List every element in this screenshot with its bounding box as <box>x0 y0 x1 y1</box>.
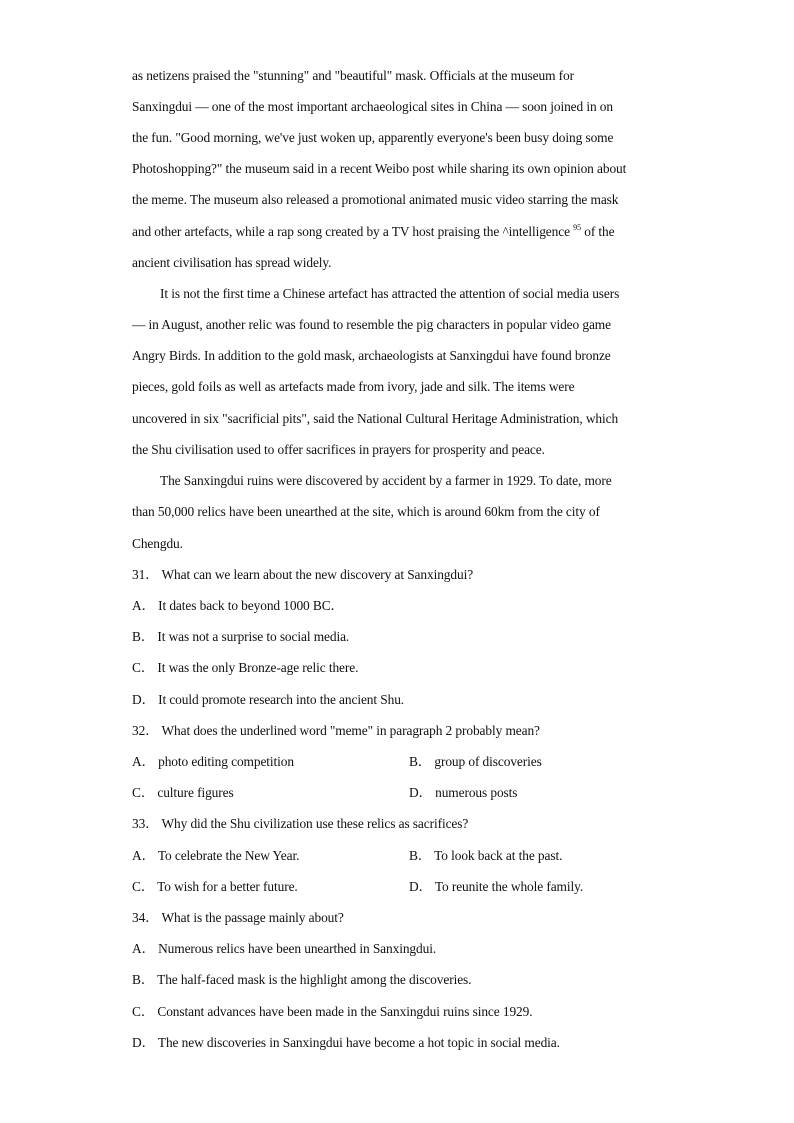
paragraph-1-line: Sanxingdui — one of the most important archaeological sites in China — soon joined in on <box>132 99 613 114</box>
question-34-option-d[interactable]: D． The new discoveries in Sanxingdui have become a hot topic in social media. <box>132 1035 560 1050</box>
question-32-option-b[interactable]: B． group of discoveries <box>409 754 542 769</box>
paragraph-2-line: pieces, gold foils as well as artefacts made from ivory, jade and silk. The items were <box>132 379 575 394</box>
question-32-option-d[interactable]: D． numerous posts <box>409 785 518 800</box>
paragraph-2-line: Angry Birds. In addition to the gold mask, archaeologists at Sanxingdui have found bronze <box>132 348 611 363</box>
question-33-option-c[interactable]: C． To wish for a better future. <box>132 879 298 894</box>
question-34-stem: 34． What is the passage mainly about? <box>132 910 344 925</box>
question-34-option-b[interactable]: B． The half-faced mask is the highlight among the discoveries. <box>132 972 472 987</box>
question-34-option-a[interactable]: A． Numerous relics have been unearthed in Sanxingdui. <box>132 941 437 956</box>
question-34-option-c[interactable]: C． Constant advances have been made in the Sanxingdui ruins since 1929. <box>132 1004 533 1019</box>
paragraph-1-line-tail: of the <box>580 224 615 239</box>
paragraph-1-line: Photoshopping?" the museum said in a recent Weibo post while sharing its own opinion about <box>132 161 627 176</box>
paragraph-2-line: the Shu civilisation used to offer sacrifices in prayers for prosperity and peace. <box>132 442 545 457</box>
question-33-option-d[interactable]: D． To reunite the whole family. <box>409 879 584 894</box>
paragraph-3-line: Chengdu. <box>132 536 183 551</box>
footnote-marker: 95 <box>573 223 581 232</box>
paragraph-2-line: uncovered in six "sacrificial pits", said the National Cultural Heritage Administration, which <box>132 411 619 426</box>
question-31-stem: 31． What can we learn about the new discovery at Sanxingdui? <box>132 567 474 582</box>
question-31-option-c[interactable]: C． It was the only Bronze-age relic there. <box>132 660 359 675</box>
question-32-option-c[interactable]: C． culture figures <box>132 785 234 800</box>
paragraph-3-line: The Sanxingdui ruins were discovered by accident by a farmer in 1929. To date, more <box>160 473 612 488</box>
paragraph-1-line-text: and other artefacts, while a rap song created by a TV host praising the ^intelligence <box>132 224 570 239</box>
question-33-option-a[interactable]: A． To celebrate the New Year. <box>132 848 300 863</box>
question-31-option-a[interactable]: A． It dates back to beyond 1000 BC． <box>132 598 344 613</box>
question-33-stem: 33． Why did the Shu civilization use these relics as sacrifices? <box>132 816 469 831</box>
paragraph-3-line: than 50,000 relics have been unearthed at the site, which is around 60km from the city of <box>132 504 600 519</box>
paragraph-2-line: It is not the first time a Chinese artefact has attracted the attention of social media users <box>160 286 620 301</box>
paragraph-1-line: ancient civilisation has spread widely. <box>132 255 332 270</box>
question-32-stem: 32． What does the underlined word "meme" in paragraph 2 probably mean? <box>132 723 540 738</box>
question-32-option-a[interactable]: A． photo editing competition <box>132 754 294 769</box>
question-31-option-b[interactable]: B． It was not a surprise to social media. <box>132 629 350 644</box>
paragraph-2-line: — in August, another relic was found to resemble the pig characters in popular video game <box>132 317 611 332</box>
paragraph-1-line: the meme. The museum also released a promotional animated music video starring the mask <box>132 192 619 207</box>
question-33-option-b[interactable]: B． To look back at the past. <box>409 848 563 863</box>
paragraph-1-line: as netizens praised the "stunning" and "beautiful" mask. Officials at the museum for <box>132 68 574 83</box>
paragraph-1-line <box>132 222 615 242</box>
paragraph-1-line: the fun. "Good morning, we've just woken up, apparently everyone's been busy doing some <box>132 130 614 145</box>
question-31-option-d[interactable]: D． It could promote research into the ancient Shu. <box>132 692 405 707</box>
